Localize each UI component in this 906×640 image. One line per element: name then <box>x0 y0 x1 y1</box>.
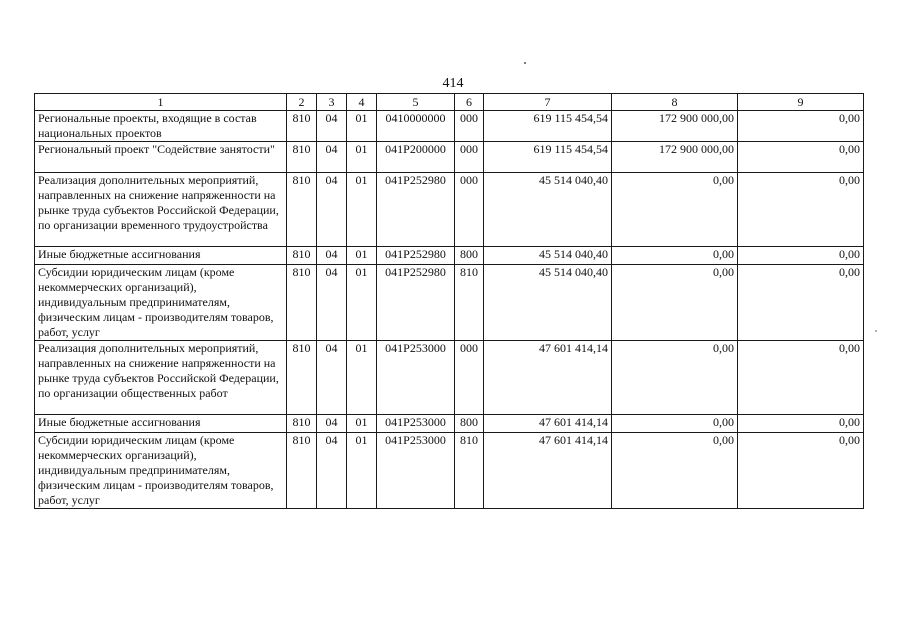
row-name: Региональные проекты, входящие в состав национальных проектов <box>35 111 287 142</box>
amount-col8: 0,00 <box>612 173 738 247</box>
amount-col8: 172 900 000,00 <box>612 111 738 142</box>
target-article-code: 041P252980 <box>377 247 455 265</box>
table-row <box>35 415 864 433</box>
row-name: Региональный проект "Содействие занятости" <box>35 142 287 173</box>
scan-speck-edge <box>875 330 877 332</box>
column-header: 1 <box>35 94 287 111</box>
table-row <box>35 265 864 341</box>
row-name: Субсидии юридическим лицам (кроме некоммерческих организаций), индивидуальным предпринимателям, физическим лицам - производителям товаров, работ, услуг <box>35 265 287 341</box>
subsection-code: 01 <box>347 173 377 247</box>
amount-col8: 0,00 <box>612 433 738 509</box>
amount-col7: 47 601 414,14 <box>484 415 612 433</box>
section-code: 04 <box>317 111 347 142</box>
expense-type-code: 000 <box>455 341 484 415</box>
target-article-code: 041P253000 <box>377 415 455 433</box>
amount-col8: 172 900 000,00 <box>612 142 738 173</box>
amount-col8: 0,00 <box>612 265 738 341</box>
subsection-code: 01 <box>347 341 377 415</box>
amount-col7: 45 514 040,40 <box>484 265 612 341</box>
target-article-code: 041P200000 <box>377 142 455 173</box>
expense-type-code: 000 <box>455 111 484 142</box>
amount-col7: 45 514 040,40 <box>484 247 612 265</box>
column-header: 9 <box>738 94 864 111</box>
target-article-code: 041P252980 <box>377 173 455 247</box>
row-name: Реализация дополнительных мероприятий, направленных на снижение напряженности на рынке труда субъектов Российской Федерации, по организации временного трудоустройства <box>35 173 287 247</box>
subsection-code: 01 <box>347 433 377 509</box>
amount-col9: 0,00 <box>738 433 864 509</box>
ministry-code: 810 <box>287 142 317 173</box>
section-code: 04 <box>317 415 347 433</box>
column-header: 2 <box>287 94 317 111</box>
subsection-code: 01 <box>347 265 377 341</box>
amount-col7: 619 115 454,54 <box>484 142 612 173</box>
ministry-code: 810 <box>287 111 317 142</box>
row-name: Субсидии юридическим лицам (кроме некоммерческих организаций), индивидуальным предпринимателям, физическим лицам - производителям товаров, работ, услуг <box>35 433 287 509</box>
expense-type-code: 800 <box>455 415 484 433</box>
section-code: 04 <box>317 433 347 509</box>
table-row <box>35 341 864 415</box>
table-row <box>35 247 864 265</box>
subsection-code: 01 <box>347 142 377 173</box>
subsection-code: 01 <box>347 111 377 142</box>
expense-type-code: 000 <box>455 142 484 173</box>
section-code: 04 <box>317 341 347 415</box>
table-row <box>35 433 864 509</box>
expense-type-code: 810 <box>455 433 484 509</box>
amount-col8: 0,00 <box>612 415 738 433</box>
ministry-code: 810 <box>287 415 317 433</box>
column-header: 7 <box>484 94 612 111</box>
section-code: 04 <box>317 142 347 173</box>
amount-col9: 0,00 <box>738 111 864 142</box>
expense-type-code: 810 <box>455 265 484 341</box>
target-article-code: 041P252980 <box>377 265 455 341</box>
amount-col8: 0,00 <box>612 341 738 415</box>
amount-col7: 45 514 040,40 <box>484 173 612 247</box>
row-name: Иные бюджетные ассигнования <box>35 415 287 433</box>
amount-col7: 47 601 414,14 <box>484 341 612 415</box>
section-code: 04 <box>317 173 347 247</box>
page-number: 414 <box>442 76 464 91</box>
amount-col9: 0,00 <box>738 142 864 173</box>
ministry-code: 810 <box>287 247 317 265</box>
column-header: 6 <box>455 94 484 111</box>
row-name: Реализация дополнительных мероприятий, направленных на снижение напряженности на рынке труда субъектов Российской Федерации, по организации общественных работ <box>35 341 287 415</box>
subsection-code: 01 <box>347 415 377 433</box>
ministry-code: 810 <box>287 173 317 247</box>
budget-table <box>34 93 864 509</box>
ministry-code: 810 <box>287 433 317 509</box>
target-article-code: 0410000000 <box>377 111 455 142</box>
column-header: 8 <box>612 94 738 111</box>
scan-speck <box>524 62 526 64</box>
amount-col7: 47 601 414,14 <box>484 433 612 509</box>
table-row <box>35 173 864 247</box>
subsection-code: 01 <box>347 247 377 265</box>
table-row <box>35 111 864 142</box>
table-header-row <box>35 94 864 111</box>
target-article-code: 041P253000 <box>377 341 455 415</box>
expense-type-code: 000 <box>455 173 484 247</box>
amount-col9: 0,00 <box>738 247 864 265</box>
amount-col8: 0,00 <box>612 247 738 265</box>
column-header: 4 <box>347 94 377 111</box>
row-name: Иные бюджетные ассигнования <box>35 247 287 265</box>
ministry-code: 810 <box>287 341 317 415</box>
amount-col9: 0,00 <box>738 265 864 341</box>
target-article-code: 041P253000 <box>377 433 455 509</box>
section-code: 04 <box>317 247 347 265</box>
amount-col9: 0,00 <box>738 341 864 415</box>
amount-col9: 0,00 <box>738 415 864 433</box>
table-row <box>35 142 864 173</box>
column-header: 5 <box>377 94 455 111</box>
expense-type-code: 800 <box>455 247 484 265</box>
amount-col9: 0,00 <box>738 173 864 247</box>
section-code: 04 <box>317 265 347 341</box>
column-header: 3 <box>317 94 347 111</box>
ministry-code: 810 <box>287 265 317 341</box>
amount-col7: 619 115 454,54 <box>484 111 612 142</box>
